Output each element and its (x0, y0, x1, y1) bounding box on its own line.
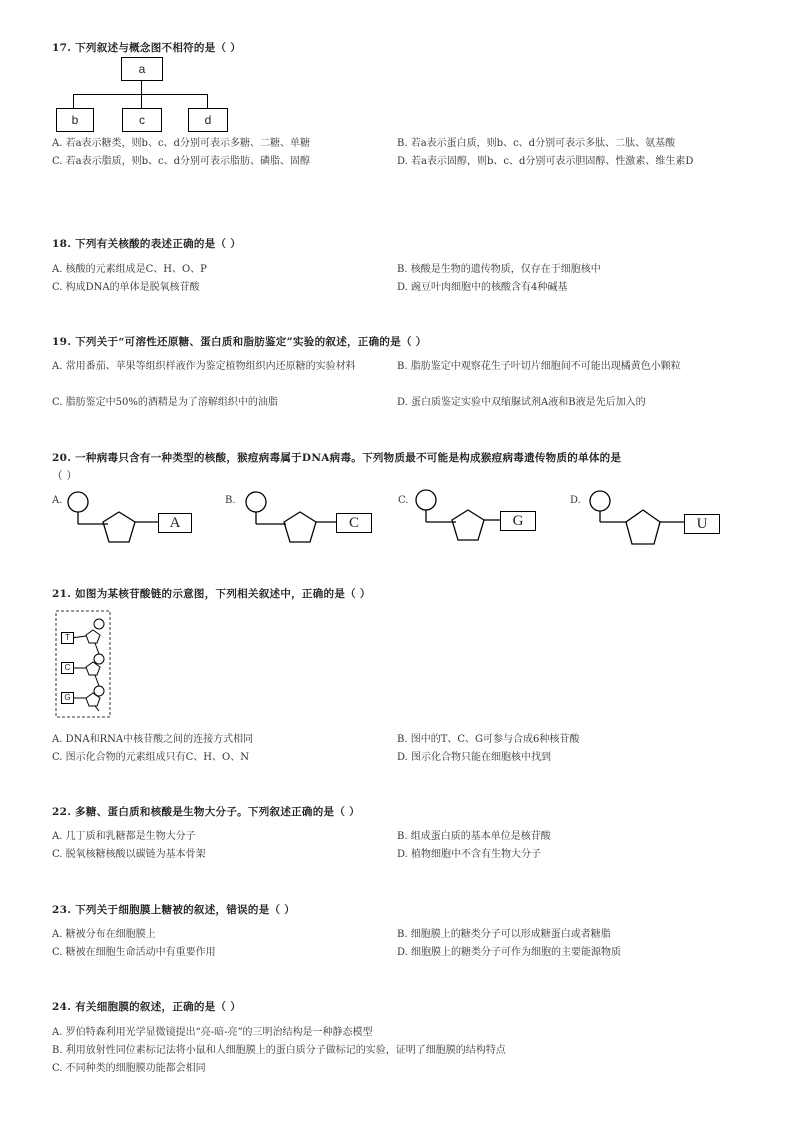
question-18-stem: 18. 下列有关核酸的表述正确的是（ ） (52, 238, 242, 250)
question-20-paren: （ ） (52, 470, 78, 482)
chain-base-g: G (61, 692, 74, 704)
option-20-a-label[interactable]: A. (52, 495, 63, 506)
option-21-b[interactable]: B. 图中的T、C、G可参与合成6种核苷酸 (397, 734, 580, 745)
question-21-stem: 21. 如图为某核苷酸链的示意图，下列相关叙述中，正确的是（ ） (52, 588, 371, 600)
option-17-c[interactable]: C. 若a表示脂质，则b、c、d分别可表示脂肪、磷脂、固醇 (52, 156, 311, 167)
option-18-d[interactable]: D. 豌豆叶肉细胞中的核酸含有4种碱基 (397, 282, 568, 293)
option-18-a[interactable]: A. 核酸的元素组成是C、H、O、P (52, 264, 207, 275)
option-19-d[interactable]: D. 蛋白质鉴定实验中双缩脲试剂A液和B液是先后加入的 (397, 397, 646, 408)
option-19-c[interactable]: C. 脂肪鉴定中50%的酒精是为了溶解组织中的油脂 (52, 397, 278, 408)
option-18-c[interactable]: C. 构成DNA的单体是脱氧核苷酸 (52, 282, 200, 293)
option-22-c[interactable]: C. 脱氧核糖核酸以碳链为基本骨架 (52, 849, 206, 860)
base-box-c: C (336, 513, 372, 533)
question-19-stem: 19. 下列关于“可溶性还原糖、蛋白质和脂肪鉴定”实验的叙述，正确的是（ ） (52, 336, 427, 348)
question-23-stem: 23. 下列关于细胞膜上糖被的叙述，错误的是（ ） (52, 904, 296, 916)
option-19-b[interactable]: B. 脂肪鉴定中观察花生子叶切片细胞间不可能出现橘黄色小颗粒 (397, 361, 681, 372)
pentose-pentagon (284, 512, 316, 542)
connector-line (207, 94, 208, 108)
chain-unit-2 (71, 654, 104, 686)
option-24-a[interactable]: A. 罗伯特森利用光学显微镜提出“亮-暗-亮”的三明治结构是一种静态模型 (52, 1027, 373, 1038)
option-22-a[interactable]: A. 几丁质和乳糖都是生物大分子 (52, 831, 196, 842)
option-20-d-label[interactable]: D. (570, 495, 581, 506)
pentose-pentagon (452, 510, 484, 540)
connector-line (141, 94, 142, 108)
option-17-b[interactable]: B. 若a表示蛋白质，则b、c、d分别可表示多肽、二肽、氨基酸 (397, 138, 676, 149)
concept-box-d: d (188, 108, 228, 132)
question-20-stem: 20. 一种病毒只含有一种类型的核酸，猴痘病毒属于DNA病毒。下列物质最不可能是构成猴痘病毒遗传物质的单体的是 (52, 452, 622, 464)
chain-unit-1 (71, 619, 104, 654)
option-23-a[interactable]: A. 糖被分布在细胞膜上 (52, 929, 156, 940)
question-17-stem: 17. 下列叙述与概念图不相符的是（ ） (52, 42, 242, 54)
phosphate-circle (94, 654, 104, 664)
phosphate-circle (68, 492, 88, 512)
option-23-c[interactable]: C. 糖被在细胞生命活动中有重要作用 (52, 947, 216, 958)
option-24-b[interactable]: B. 利用放射性同位素标记法将小鼠和人细胞膜上的蛋白质分子做标记的实验，证明了细胞膜的结构特点 (52, 1045, 506, 1056)
bond-line (95, 675, 99, 686)
phosphate-circle (94, 619, 104, 629)
option-17-a[interactable]: A. 若a表示糖类，则b、c、d分别可表示多糖、二糖、单糖 (52, 138, 310, 149)
chain-base-t: T (61, 632, 74, 644)
nucleotide-d-diagram (584, 488, 744, 550)
base-box-g: G (500, 511, 536, 531)
option-23-d[interactable]: D. 细胞膜上的糖类分子可作为细胞的主要能源物质 (397, 947, 622, 958)
base-box-u: U (684, 514, 720, 534)
pentose-pentagon (86, 630, 100, 643)
question-24-stem: 24. 有关细胞膜的叙述，正确的是（ ） (52, 1001, 242, 1013)
chain-unit-3 (71, 686, 104, 711)
option-20-b-label[interactable]: B. (225, 495, 236, 506)
bond-line (95, 706, 99, 711)
option-22-d[interactable]: D. 植物细胞中不含有生物大分子 (397, 849, 542, 860)
pentose-pentagon (86, 693, 100, 706)
connector-line (73, 94, 74, 108)
option-19-a[interactable]: A. 常用番茄、苹果等组织样液作为鉴定植物组织内还原糖的实验材料 (52, 361, 356, 372)
option-18-b[interactable]: B. 核酸是生物的遗传物质，仅存在于细胞核中 (397, 264, 601, 275)
phosphate-circle (590, 491, 610, 511)
option-23-b[interactable]: B. 细胞膜上的糖类分子可以形成糖蛋白或者糖脂 (397, 929, 611, 940)
base-box-a: A (158, 513, 192, 533)
option-24-c[interactable]: C. 不同种类的细胞膜功能都会相同 (52, 1063, 206, 1074)
option-21-d[interactable]: D. 图示化合物只能在细胞核中找到 (397, 752, 552, 763)
pentose-pentagon (626, 510, 660, 544)
chain-base-c: C (61, 662, 74, 674)
option-22-b[interactable]: B. 组成蛋白质的基本单位是核苷酸 (397, 831, 551, 842)
connector-line (141, 80, 142, 94)
option-17-d[interactable]: D. 若a表示固醇，则b、c、d分别可表示胆固醇、性激素、维生素D (397, 156, 694, 167)
concept-box-c: c (122, 108, 162, 132)
phosphate-circle (416, 490, 436, 510)
option-20-c-label[interactable]: C. (398, 495, 409, 506)
concept-box-b: b (56, 108, 94, 132)
concept-box-a: a (121, 57, 163, 81)
phosphate-circle (246, 492, 266, 512)
question-22-stem: 22. 多糖、蛋白质和核酸是生物大分子。下列叙述正确的是（ ） (52, 806, 360, 818)
option-21-c[interactable]: C. 图示化合物的元素组成只有C、H、O、N (52, 752, 249, 763)
option-21-a[interactable]: A. DNA和RNA中核苷酸之间的连接方式相同 (52, 734, 254, 745)
pentose-pentagon (103, 512, 135, 542)
bond-line (95, 643, 99, 654)
